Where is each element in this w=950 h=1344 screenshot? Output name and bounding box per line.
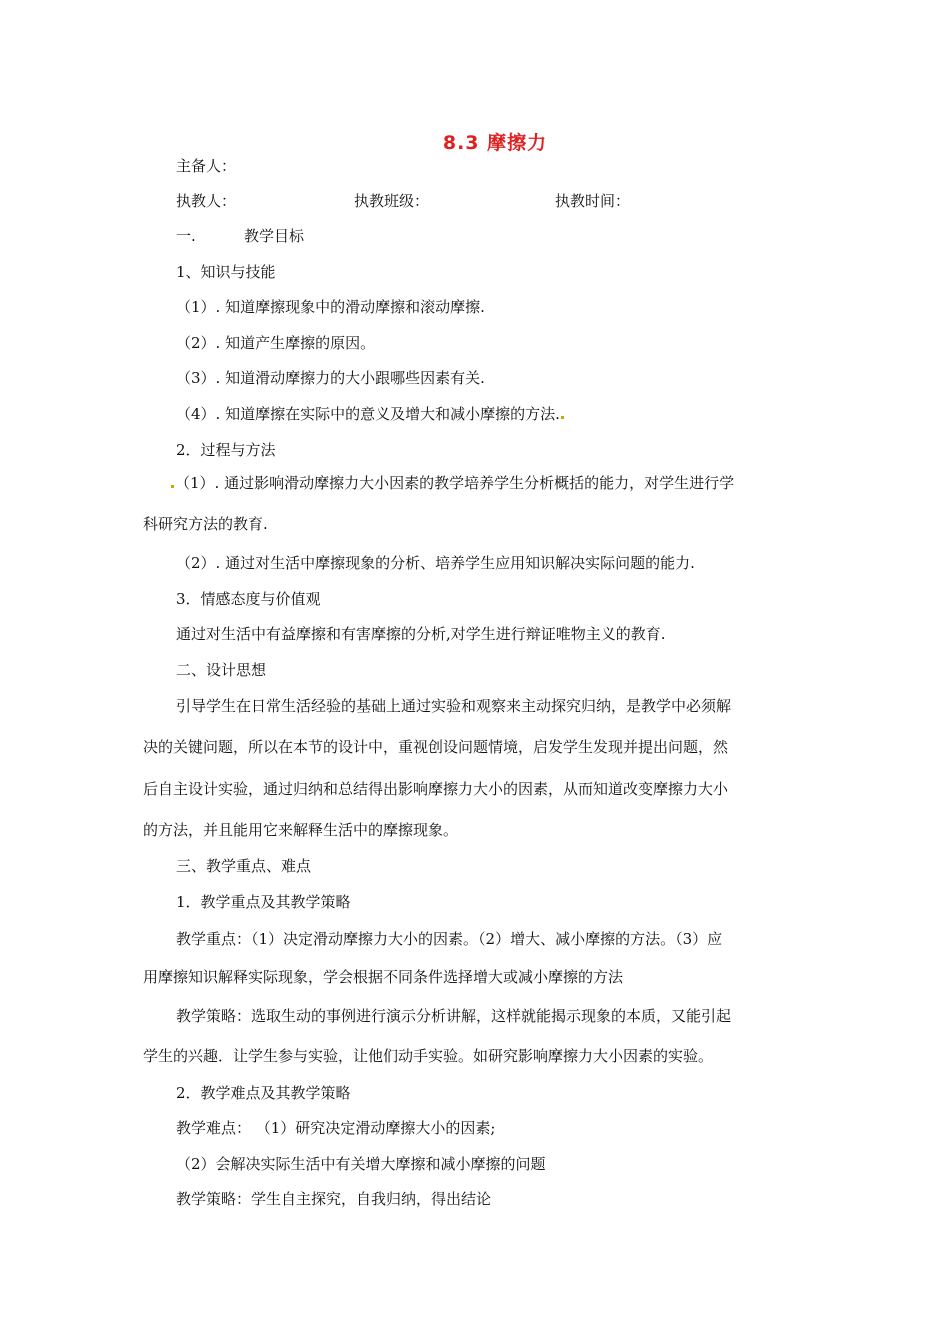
list-item: （2）. 知道产生摩擦的原因。 (176, 334, 376, 352)
doc-title: 8.3 摩擦力 (442, 132, 548, 154)
subsection-heading: 2．过程与方法 (176, 441, 276, 459)
paragraph-text: （1）. 通过影响滑动摩擦力大小因素的教学培养学生分析概括的能力，对学生进行学 (175, 474, 735, 492)
list-item (176, 404, 565, 424)
paragraph-line: 教学策略：学生自主探究，自我归纳，得出结论 (176, 1190, 492, 1208)
mark-dot (561, 416, 564, 419)
paragraph-line: 决的关键问题，所以在本节的设计中，重视创设问题情境，启发学生发现并提出问题，然 (143, 738, 729, 756)
teacher-label: 执教人： (176, 192, 237, 210)
list-item: （2）. 通过对生活中摩擦现象的分析、培养学生应用知识解决实际问题的能力. (176, 554, 695, 572)
paragraph-line: 教学重点：（1）决定滑动摩擦力大小的因素。（2）增大、减小摩擦的方法。（3）应 (176, 930, 723, 948)
subsection-heading: 2．教学难点及其教学策略 (176, 1084, 351, 1102)
paragraph-line: 的方法，并且能用它来解释生活中的摩擦现象。 (143, 821, 459, 839)
section-heading: 教学目标 (244, 227, 305, 245)
list-item: （1）. 知道摩擦现象中的滑动摩擦和滚动摩擦. (176, 298, 485, 316)
paragraph-line: 引导学生在日常生活经验的基础上通过实验和观察来主动探究归纳，是教学中必须解 (176, 697, 732, 715)
paragraph-line: 教学难点： （1）研究决定滑动摩擦大小的因素; (176, 1119, 496, 1137)
time-label: 执教时间： (555, 192, 631, 210)
subsection-heading: 1．教学重点及其教学策略 (176, 893, 351, 911)
paragraph-line: 科研究方法的教育. (143, 515, 268, 533)
paragraph-line: 通过对生活中有益摩擦和有害摩擦的分析,对学生进行辩证唯物主义的教育. (176, 625, 666, 643)
paragraph-line: 教学策略：选取生动的事例进行演示分析讲解，这样就能揭示现象的本质，又能引起 (176, 1007, 732, 1025)
subsection-heading: 3．情感态度与价值观 (176, 590, 321, 608)
section-heading: 三、教学重点、难点 (176, 857, 312, 875)
list-item: （3）. 知道滑动摩擦力的大小跟哪些因素有关. (176, 369, 485, 387)
paragraph-line (170, 473, 734, 493)
section-heading: 二、设计思想 (176, 661, 267, 679)
section-number: 一. (176, 227, 196, 245)
class-label: 执教班级： (354, 192, 430, 210)
paragraph-line: 用摩擦知识解释实际现象，学会根据不同条件选择增大或减小摩擦的方法 (143, 968, 624, 986)
paragraph-line: （2）会解决实际生活中有关增大摩擦和减小摩擦的问题 (176, 1155, 546, 1173)
mark-dot (171, 485, 174, 488)
list-item-text: （4）. 知道摩擦在实际中的意义及增大和减小摩擦的方法. (176, 405, 560, 423)
paragraph-line: 后自主设计实验，通过归纳和总结得出影响摩擦力大小的因素，从而知道改变摩擦力大小 (143, 780, 729, 798)
main-preparer-label: 主备人： (176, 157, 237, 175)
paragraph-line: 学生的兴趣．让学生参与实验，让他们动手实验。如研究影响摩擦力大小因素的实验。 (143, 1047, 714, 1065)
subsection-heading: 1、知识与技能 (176, 263, 276, 281)
